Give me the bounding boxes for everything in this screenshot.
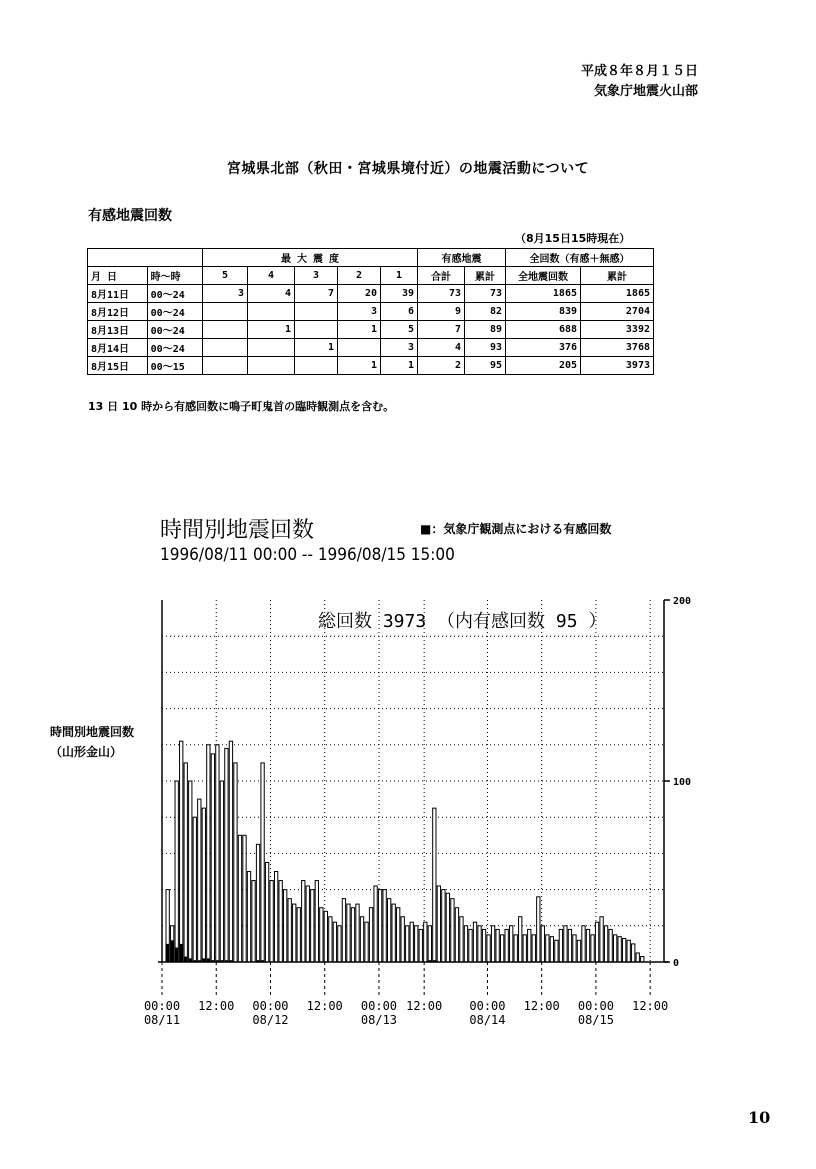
col-s4: 4 — [248, 267, 295, 285]
cell-total: 73 — [418, 285, 465, 303]
bar-all — [609, 929, 612, 962]
x-tick-label: 12:00 — [406, 999, 443, 1013]
cell-date: 8月11日 — [88, 285, 148, 303]
bar-all — [582, 926, 585, 962]
bar-all — [193, 817, 196, 962]
bar-all — [424, 922, 427, 962]
bar-all — [356, 904, 359, 962]
bar-all — [333, 922, 336, 962]
cell-all: 1865 — [506, 285, 581, 303]
bar-all — [184, 763, 187, 962]
bar-all — [279, 881, 282, 962]
cell-date: 8月15日 — [88, 357, 148, 375]
bar-all — [632, 944, 635, 962]
cell-all-cum: 3392 — [581, 321, 654, 339]
cell-all-cum: 3973 — [581, 357, 654, 375]
bar-all — [514, 935, 517, 962]
bar-all — [618, 937, 621, 962]
col-total: 合計 — [418, 267, 465, 285]
cell-s1: 6 — [381, 303, 418, 321]
page-number: 10 — [748, 1108, 771, 1127]
chart-legend: ■：気象庁観測点における有感回数 — [420, 522, 612, 536]
bar-all — [397, 908, 400, 962]
bar-all — [442, 890, 445, 962]
bar-all — [347, 904, 350, 962]
table-footnote: 13 日 10 時から有感回数に鳴子町鬼首の臨時観測点を含む。 — [88, 400, 395, 413]
cell-date: 8月12日 — [88, 303, 148, 321]
bar-all — [523, 935, 526, 962]
cell-s2: 1 — [338, 357, 381, 375]
chart-range: 1996/08/11 00:00 -- 1996/08/15 15:00 — [160, 545, 455, 565]
y-axis-label-line2: （山形金山） — [50, 745, 123, 759]
bar-all — [419, 929, 422, 962]
bar-all — [284, 890, 287, 962]
bar-all — [568, 929, 571, 962]
bar-all — [613, 935, 616, 962]
cell-time: 00〜24 — [147, 321, 202, 339]
col-date: 月 日 — [88, 267, 148, 285]
cell-s2: 3 — [338, 303, 381, 321]
bar-all — [623, 938, 626, 962]
bar-all — [329, 917, 332, 962]
cell-total: 4 — [418, 339, 465, 357]
bar-all — [238, 835, 241, 962]
bar-all — [306, 886, 309, 962]
col-s5: 5 — [203, 267, 248, 285]
bar-all — [491, 926, 494, 962]
cell-all: 688 — [506, 321, 581, 339]
x-tick-date-label: 08/14 — [469, 1013, 506, 1027]
bar-all — [528, 929, 531, 962]
x-tick-label: 12:00 — [198, 999, 235, 1013]
x-tick-label: 12:00 — [632, 999, 669, 1013]
bar-felt — [180, 944, 183, 962]
col-time: 時〜時 — [147, 267, 202, 285]
cell-s1: 5 — [381, 321, 418, 339]
bar-all — [496, 929, 499, 962]
bar-all — [351, 908, 354, 962]
bar-all — [460, 917, 463, 962]
bar-all — [573, 935, 576, 962]
x-tick-date-label: 08/13 — [360, 1013, 398, 1027]
bar-all — [387, 899, 390, 962]
bar-all — [437, 886, 440, 962]
bar-all — [270, 881, 273, 962]
cell-time: 00〜24 — [147, 303, 202, 321]
header-all: 全回数（有感＋無感） — [506, 249, 654, 267]
bar-all — [234, 763, 237, 962]
x-tick-date-label: 08/15 — [577, 1013, 614, 1027]
bar-all — [369, 908, 372, 962]
as-of-note: （8月15日15時現在） — [515, 232, 631, 245]
bar-all — [627, 940, 630, 962]
bar-all — [577, 940, 580, 962]
cell-cum: 89 — [465, 321, 506, 339]
bar-all — [586, 929, 589, 962]
header-agency: 気象庁地震火山部 — [593, 84, 698, 99]
bar-all — [406, 926, 409, 962]
cell-total: 9 — [418, 303, 465, 321]
bar-all — [383, 890, 386, 962]
bar-all — [469, 929, 472, 962]
bar-all — [320, 908, 323, 962]
bar-all — [410, 922, 413, 962]
cell-cum: 95 — [465, 357, 506, 375]
bar-all — [591, 935, 594, 962]
bar-all — [374, 886, 377, 962]
bar-all — [202, 808, 205, 962]
bar-all — [297, 908, 300, 962]
bar-all — [365, 922, 368, 962]
bar-all — [510, 926, 513, 962]
bar-all — [252, 881, 255, 962]
bar-all — [415, 926, 418, 962]
bar-all — [256, 844, 259, 962]
bar-all — [433, 808, 436, 962]
cell-cum: 73 — [465, 285, 506, 303]
bar-all — [559, 929, 562, 962]
col-s3: 3 — [295, 267, 338, 285]
cell-all-cum: 2704 — [581, 303, 654, 321]
cell-cum: 82 — [465, 303, 506, 321]
bar-all — [311, 890, 314, 962]
bar-all — [225, 748, 228, 962]
y-tick-label: 100 — [673, 777, 692, 788]
bar-all — [546, 935, 549, 962]
bar-all — [302, 881, 305, 962]
col-all-cum: 累計 — [581, 267, 654, 285]
cell-s3: 1 — [295, 339, 338, 357]
bar-all — [338, 926, 341, 962]
y-axis-label-line1: 時間別地震回数 — [50, 725, 135, 739]
cell-all: 376 — [506, 339, 581, 357]
bar-all — [211, 754, 214, 962]
cell-total: 2 — [418, 357, 465, 375]
x-tick-label: 12:00 — [523, 999, 560, 1013]
header-date: 平成８年８月１５日 — [580, 64, 698, 79]
bar-felt — [175, 948, 178, 962]
cell-all-cum: 1865 — [581, 285, 654, 303]
bar-all — [537, 897, 540, 962]
bar-all — [600, 917, 603, 962]
y-tick-label: 0 — [673, 958, 680, 969]
x-tick-label: 12:00 — [306, 999, 343, 1013]
x-tick-date-label: 08/12 — [252, 1013, 289, 1027]
x-tick-label: 00:00 — [143, 999, 181, 1013]
bar-all — [455, 908, 458, 962]
bar-all — [595, 922, 598, 962]
chart-annotation: 総回数 3973 （内有感回数 95 ） — [318, 611, 607, 632]
bar-all — [207, 745, 210, 962]
bar-all — [532, 935, 535, 962]
cell-all: 839 — [506, 303, 581, 321]
x-tick-date-label: 08/11 — [143, 1013, 181, 1027]
bar-all — [428, 926, 431, 962]
bar-all — [401, 917, 404, 962]
cell-s3: 7 — [295, 285, 338, 303]
bar-all — [446, 893, 449, 962]
bar-all — [261, 763, 264, 962]
bar-all — [482, 929, 485, 962]
bar-all — [451, 899, 454, 962]
bar-all — [550, 937, 553, 962]
cell-time: 00〜15 — [147, 357, 202, 375]
bar-all — [464, 926, 467, 962]
chart-title: 時間別地震回数 — [160, 518, 315, 543]
bar-all — [641, 957, 644, 962]
cell-s2: 20 — [338, 285, 381, 303]
bar-all — [519, 917, 522, 962]
bar-felt — [184, 957, 187, 962]
bar-all — [189, 781, 192, 962]
cell-all: 205 — [506, 357, 581, 375]
col-all: 全地震回数 — [506, 267, 581, 285]
bar-all — [315, 881, 318, 962]
x-tick-label: 00:00 — [469, 999, 506, 1013]
bar-all — [360, 917, 363, 962]
bar-felt — [171, 940, 174, 962]
bar-all — [247, 872, 250, 963]
bar-all — [274, 872, 277, 963]
bar-all — [342, 899, 345, 962]
x-tick-label: 00:00 — [360, 999, 398, 1013]
bar-all — [500, 935, 503, 962]
bar-all — [555, 940, 558, 962]
cell-all-cum: 3768 — [581, 339, 654, 357]
col-s1: 1 — [381, 267, 418, 285]
bar-all — [243, 835, 246, 962]
cell-date: 8月14日 — [88, 339, 148, 357]
cell-time: 00〜24 — [147, 339, 202, 357]
header-felt: 有感地震 — [418, 249, 506, 267]
bar-all — [487, 935, 490, 962]
bar-all — [198, 799, 201, 962]
cell-total: 7 — [418, 321, 465, 339]
col-s2: 2 — [338, 267, 381, 285]
bar-all — [324, 911, 327, 962]
cell-s1: 3 — [381, 339, 418, 357]
cell-cum: 93 — [465, 339, 506, 357]
cell-s4: 1 — [248, 321, 295, 339]
bar-all — [541, 926, 544, 962]
bar-all — [288, 899, 291, 962]
document-title: 宮城県北部（秋田・宮城県境付近）の地震活動について — [226, 161, 590, 177]
bar-all — [378, 890, 381, 962]
cell-s5: 3 — [203, 285, 248, 303]
bar-all — [473, 922, 476, 962]
bar-all — [564, 926, 567, 962]
bar-all — [229, 741, 232, 962]
x-tick-label: 00:00 — [577, 999, 614, 1013]
cell-s1: 1 — [381, 357, 418, 375]
col-cum: 累計 — [465, 267, 506, 285]
header-max-intensity: 最 大 震 度 — [203, 249, 418, 267]
bar-all — [604, 926, 607, 962]
cell-s1: 39 — [381, 285, 418, 303]
bar-all — [175, 781, 178, 962]
bar-all — [293, 904, 296, 962]
bar-felt — [166, 944, 169, 962]
bar-all — [392, 904, 395, 962]
bar-all — [505, 929, 508, 962]
cell-time: 00〜24 — [147, 285, 202, 303]
y-tick-label: 200 — [673, 596, 692, 607]
bar-all — [180, 741, 183, 962]
section-title: 有感地震回数 — [88, 208, 172, 224]
bar-all — [478, 926, 481, 962]
x-tick-label: 00:00 — [252, 999, 289, 1013]
bar-all — [636, 953, 639, 962]
bar-all — [216, 745, 219, 962]
cell-s2: 1 — [338, 321, 381, 339]
cell-s4: 4 — [248, 285, 295, 303]
bar-all — [220, 781, 223, 962]
cell-date: 8月13日 — [88, 321, 148, 339]
bar-all — [265, 862, 268, 962]
